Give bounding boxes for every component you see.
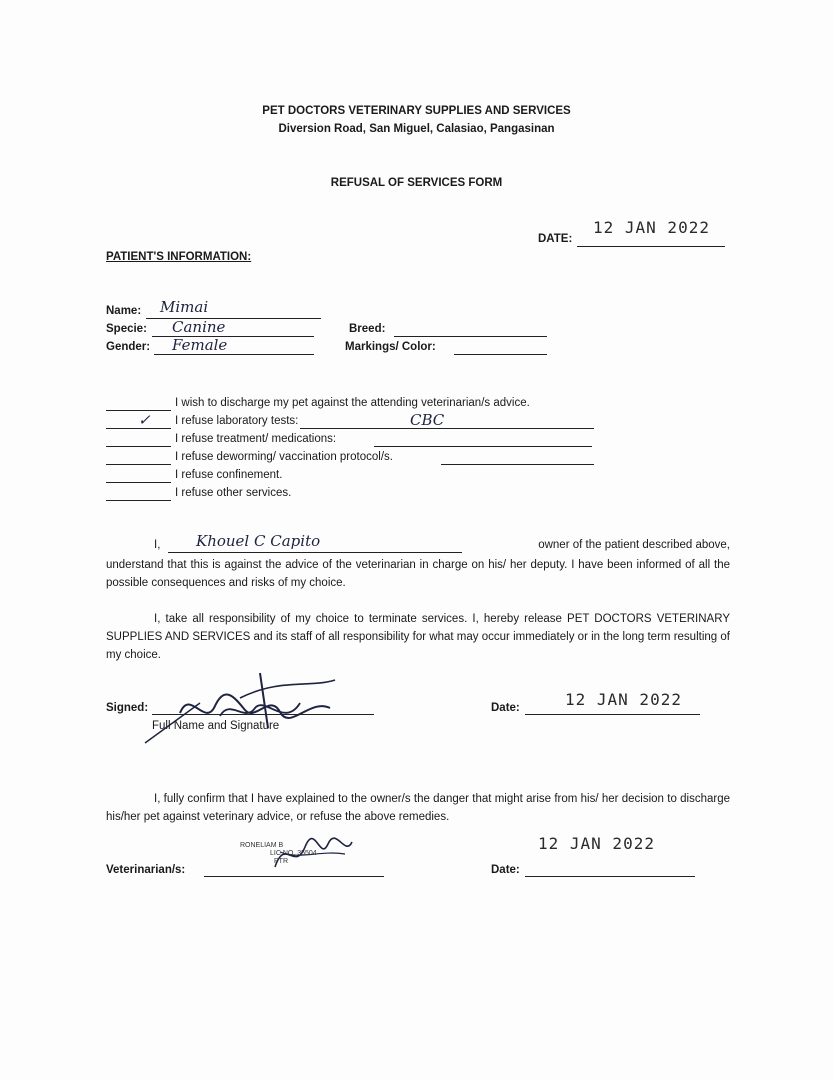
- vet-stamp-line: PTR: [274, 858, 288, 865]
- signature-date-line: [525, 714, 700, 715]
- breed-line: [394, 336, 547, 337]
- breed-label: Breed:: [349, 323, 386, 335]
- owner-name: Khouel C Capito: [196, 532, 321, 550]
- signature-caption: Full Name and Signature: [152, 720, 280, 732]
- refusal-checkbox-line: [106, 500, 171, 501]
- refusal-text: I refuse laboratory tests:: [175, 415, 299, 427]
- refusal-detail-line: [441, 464, 594, 465]
- specie-label: Specie:: [106, 323, 147, 335]
- signature-date-label: Date:: [491, 702, 520, 714]
- markings-label: Markings/ Color:: [345, 341, 436, 353]
- refusal-text: I refuse treatment/ medications:: [175, 433, 337, 445]
- statement3-text: I, fully confirm that I have explained to the owner/s the danger that might arise from his/ her decision to discharge his/her pet against veterinary advice, or refuse the above remedies.: [106, 793, 730, 823]
- name-label: Name:: [106, 305, 142, 317]
- statement1-text: understand that this is against the advice of the veterinarian in charge on his/ her deputy. I have been informed of all the possible consequences and risks of my choice.: [106, 559, 730, 589]
- refusal-checkbox-line: [106, 446, 171, 447]
- statement1-prefix: I,: [154, 539, 161, 551]
- company-name: PET DOCTORS VETERINARY SUPPLIES AND SERVICES: [262, 105, 571, 117]
- specie-value: Canine: [172, 318, 226, 336]
- top-date-line: [577, 246, 725, 247]
- gender-label: Gender:: [106, 341, 151, 353]
- owner-signature: [160, 668, 360, 748]
- gender-line: [154, 354, 314, 355]
- refusal-text: I refuse confinement.: [175, 469, 283, 481]
- refusal-check-mark: ✓: [138, 411, 151, 429]
- vet-stamp-line: LIC NO. 35504: [270, 850, 317, 857]
- vet-signature: [270, 832, 360, 882]
- vet-date-line: [525, 876, 695, 877]
- refusal-detail: CBC: [410, 411, 445, 429]
- refusal-text: I refuse other services.: [175, 487, 292, 499]
- vet-date-stamp: 12 JAN 2022: [538, 834, 655, 853]
- statement1-suffix: owner of the patient described above,: [538, 539, 730, 551]
- patient-section-title: PATIENT'S INFORMATION:: [106, 251, 252, 263]
- form-title: REFUSAL OF SERVICES FORM: [330, 177, 503, 189]
- refusal-checkbox-line: [106, 482, 171, 483]
- statement2-text: I, take all responsibility of my choice to terminate services. I, hereby release PET DOCTORS VETERINARY SUPPLIES AND SERVICES and its staff of all responsibility for what may occur immediately or in the long term resulting of my choice.: [106, 613, 730, 661]
- vet-stamp-line: RONELIAM B: [240, 842, 284, 849]
- owner-name-line: [168, 552, 462, 553]
- gender-value: Female: [172, 336, 228, 354]
- name-value: Mimai: [160, 298, 209, 316]
- refusal-detail-line: [300, 428, 594, 429]
- refusal-text: I refuse deworming/ vaccination protocol/s.: [175, 451, 393, 463]
- top-date-stamp: 12 JAN 2022: [593, 218, 710, 237]
- markings-line: [454, 354, 547, 355]
- vet-date-label: Date:: [491, 864, 520, 876]
- refusal-text: I wish to discharge my pet against the attending veterinarian/s advice.: [175, 397, 530, 409]
- top-date-label: DATE:: [538, 233, 573, 245]
- veterinarian-label: Veterinarian/s:: [106, 864, 186, 876]
- refusal-detail-line: [374, 446, 592, 447]
- refusal-checkbox-line: [106, 464, 171, 465]
- company-address: Diversion Road, San Miguel, Calasiao, Pangasinan: [278, 123, 555, 135]
- signature-date-stamp: 12 JAN 2022: [565, 690, 682, 709]
- signed-label: Signed:: [106, 702, 149, 714]
